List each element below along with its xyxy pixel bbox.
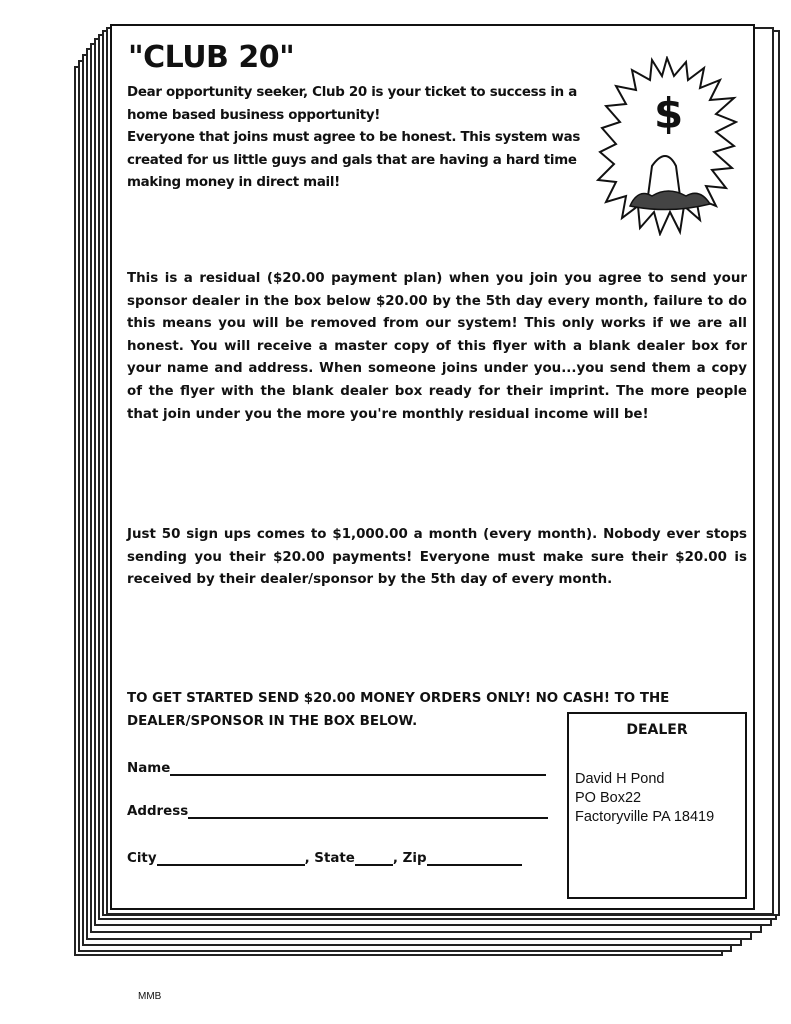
intro-text [127, 82, 597, 195]
address-field[interactable] [127, 803, 548, 819]
body-paragraph-2: Just 50 sign ups comes to $1,000.00 a month (every month). Nobody ever stops sending you their $20.00 payments! Everyone must make sure their $20.00 is received by their dealer/sponsor by the 5th day of every month. [127, 527, 747, 588]
name-field[interactable] [127, 760, 546, 776]
name-label: Name [127, 761, 171, 776]
body-paragraph-1: This is a residual ($20.00 payment plan) when you join you agree to send your sponsor dealer in the box below $20.00 by the 5th day every month, failure to do this means you will be removed from our system! This only works if we are all honest. You will receive a master copy of this flyer with a blank dealer box for your name and address. When someone joins under you...you send them a copy of the flyer with the blank dealer box ready for their imprint. The more people that join under you the more you're monthly residual income will be! [127, 271, 747, 422]
address-label: Address [127, 804, 189, 819]
svg-text:$: $ [654, 89, 684, 138]
address-line[interactable] [188, 803, 548, 819]
zip-line[interactable] [427, 850, 522, 866]
state-line[interactable] [355, 850, 393, 866]
flyer-page [110, 24, 755, 910]
state-label: , State [304, 851, 355, 866]
footer-initials: MMB [138, 991, 162, 1002]
intro-line-2: Everyone that joins must agree to be honest. This system was created for us little guys and gals that are having a hard time making money in direct mail! [127, 130, 581, 190]
dealer-box [567, 712, 747, 899]
intro-line-1: Dear opportunity seeker, Club 20 is your ticket to success in a home based business opportunity! [127, 85, 577, 123]
dealer-title: DEALER [626, 722, 688, 738]
dollar-sign-burst-icon [596, 56, 738, 236]
city-line[interactable] [157, 850, 305, 866]
city-state-zip-field[interactable] [127, 850, 522, 866]
get-started-paragraph: TO GET STARTED SEND $20.00 MONEY ORDERS ONLY! NO CASH! TO THE DEALER/SPONSOR IN THE BOX BELOW. [127, 691, 670, 729]
city-label: City [127, 851, 157, 866]
zip-label: , Zip [392, 851, 427, 866]
dealer-address-line-2: Factoryville PA 18419 [575, 809, 715, 825]
dealer-address [575, 770, 714, 827]
dealer-address-line-1: PO Box22 [575, 790, 642, 806]
flyer-title: "CLUB 20" [128, 40, 295, 75]
dealer-name: David H Pond [575, 771, 665, 787]
name-line[interactable] [170, 760, 546, 776]
